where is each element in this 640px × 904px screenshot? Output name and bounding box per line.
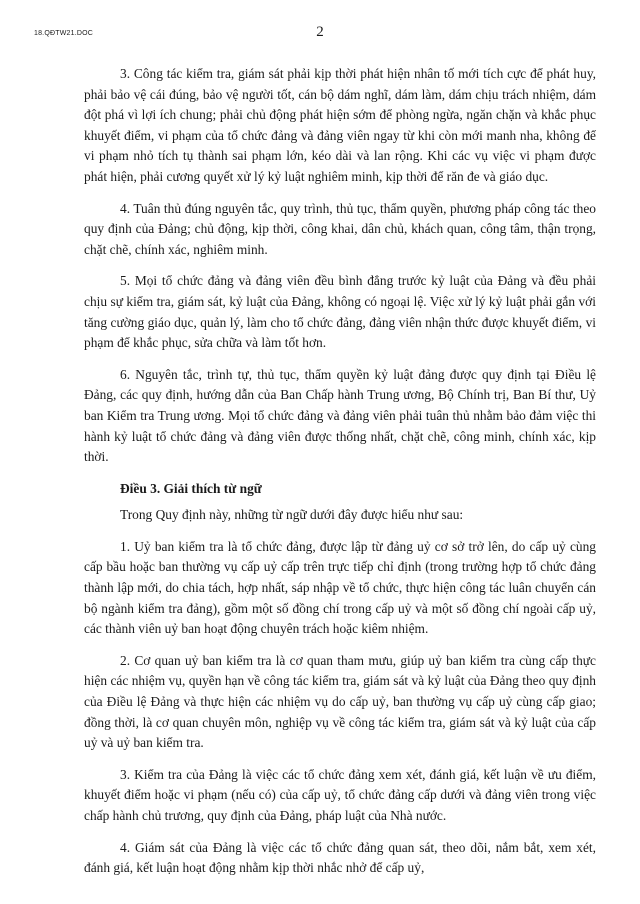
definition-item-2: 2. Cơ quan uỷ ban kiểm tra là cơ quan tham mưu, giúp uỷ ban kiểm tra cùng cấp thực hiện các nhiệm vụ, quyền hạn về công tác kiểm tra, giám sát và kỷ luật của Đảng theo quy định của Điều lệ Đảng và thực hiện các nhiệm vụ do cấp uỷ, ban thường vụ cấp uỷ cùng cấp giao; đồng thời, là cơ quan chuyên môn, nghiệp vụ về công tác kiểm tra, giám sát và kỷ luật của cấp uỷ và uỷ ban kiểm tra. xyxy=(84,652,596,751)
paragraph-5: 5. Mọi tổ chức đảng và đảng viên đều bình đẳng trước kỷ luật của Đảng và đều phải chịu sự kiểm tra, giám sát, kỷ luật của Đảng, không có ngoại lệ. Việc xử lý kỷ luật phải gắn với tăng cường giáo dục, quản lý, làm cho tổ chức đảng, đảng viên nhận thức được khuyết điểm, vi phạm để khắc phục, sửa chữa và làm tốt hơn. xyxy=(84,273,596,351)
article-intro: Trong Quy định này, những từ ngữ dưới đây được hiểu như sau: xyxy=(120,507,464,523)
page-number: 2 xyxy=(316,24,324,40)
definition-item-1: 1. Uỷ ban kiểm tra là tổ chức đảng, được lập từ đảng uỷ cơ sở trở lên, do cấp uỷ cùng cấp bầu hoặc ban thường vụ cấp uỷ cấp trên trực tiếp chỉ định (trong trường hợp tổ chức đảng thành lập mới, do chia tách, hợp nhất, sáp nhập về tổ chức, thực hiện công tác luân chuyển cán bộ ngành kiểm tra đảng), gồm một số đồng chí trong cấp uỷ và một số đồng chí ngoài cấp uỷ, các thành viên uỷ ban hoạt động chuyên trách hoặc kiêm nhiệm. xyxy=(84,538,596,637)
paragraph-4: 4. Tuân thủ đúng nguyên tắc, quy trình, thủ tục, thẩm quyền, phương pháp công tác theo quy định của Đảng; chủ động, kịp thời, công khai, dân chủ, khách quan, công tâm, thận trọng, chặt chẽ, chính xác, nghiêm minh. xyxy=(84,200,596,257)
file-name: 18.QĐTW21.DOC xyxy=(34,30,93,37)
article-heading: Điều 3. Giải thích từ ngữ xyxy=(120,480,262,496)
definition-item-3: 3. Kiểm tra của Đảng là việc các tổ chức đảng xem xét, đánh giá, kết luận về ưu điểm, khuyết điểm hoặc vi phạm (nếu có) của cấp uỷ, tổ chức đảng cấp dưới và đảng viên trong việc chấp hành chủ trương, quy định của Đảng, pháp luật của Nhà nước. xyxy=(84,766,596,823)
definition-item-4: 4. Giám sát của Đảng là việc các tổ chức đảng quan sát, theo dõi, nắm bắt, xem xét, đánh giá, kết luận hoạt động nhằm kịp thời nhắc nhở để cấp uỷ, xyxy=(84,839,596,876)
document-body xyxy=(84,64,596,890)
paragraph-3: 3. Công tác kiểm tra, giám sát phải kịp thời phát hiện nhân tố mới tích cực để phát huy, phải bảo vệ cái đúng, bảo vệ người tốt, cán bộ dám nghĩ, dám làm, dám chịu trách nhiệm, dám đột phá vì lợi ích chung; phải chủ động phát hiện sớm để phòng ngừa, ngăn chặn và khắc phục khuyết điểm, vi phạm của tổ chức đảng và đảng viên ngay từ khi còn mới manh nha, không để vi phạm nhỏ tích tụ thành sai phạm lớn, kéo dài và lan rộng. Khi các vụ việc vi phạm được phát hiện, phải cương quyết xử lý kỷ luật nghiêm minh, kịp thời để răn đe và giáo dục. xyxy=(84,66,596,184)
paragraph-6: 6. Nguyên tắc, trình tự, thủ tục, thẩm quyền kỷ luật đảng được quy định tại Điều lệ Đảng, các quy định, hướng dẫn của Ban Chấp hành Trung ương, Bộ Chính trị, Ban Bí thư, Uỷ ban Kiểm tra Trung ương. Mọi tổ chức đảng và đảng viên phải tuân thủ nhằm bảo đảm việc thi hành kỷ luật tổ chức đảng và đảng viên được thống nhất, chặt chẽ, công minh, chính xác, kịp thời. xyxy=(84,366,596,465)
